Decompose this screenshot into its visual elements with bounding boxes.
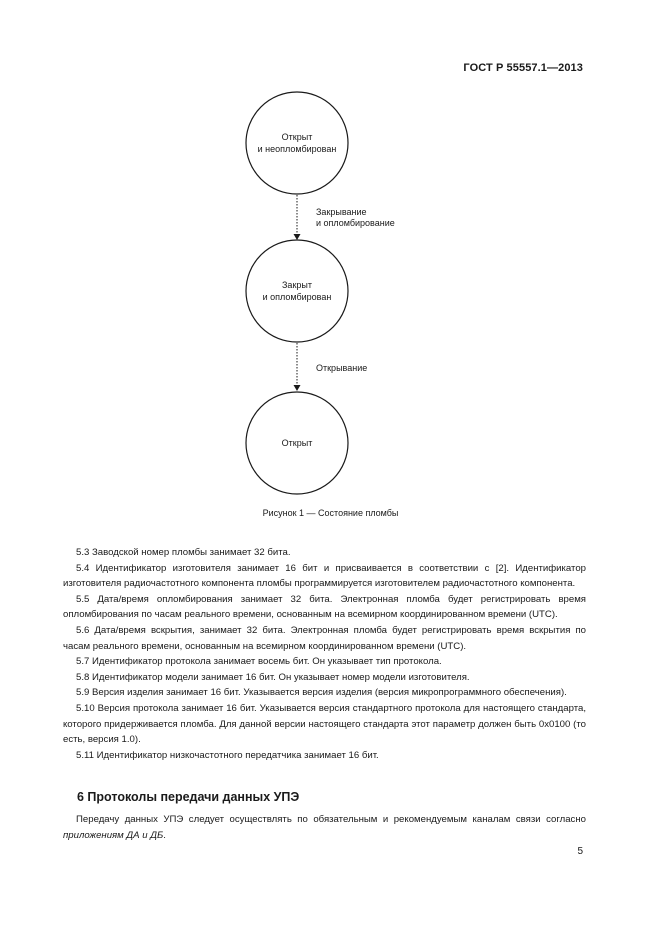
state-circle-closed-sealed [246, 240, 348, 342]
state-2-line2: и опломбирован [262, 292, 332, 302]
page-number: 5 [577, 846, 583, 857]
section-text-after: . [163, 829, 166, 841]
paragraph-5-11: 5.11 Идентификатор низкочастотного передатчика занимает 16 бит. [76, 749, 379, 761]
section-title: 6 Протоколы передачи данных УПЭ [77, 790, 300, 804]
state-circle-open-unsealed [246, 92, 348, 194]
state-3-line1: Открыт [281, 438, 313, 448]
paragraph-5-7: 5.7 Идентификатор протокола занимает восемь бит. Он указывает тип протокола. [76, 656, 442, 668]
state-1-line2: и неопломбирован [257, 144, 337, 154]
document-header: ГОСТ Р 55557.1—2013 [463, 62, 583, 74]
state-2-line1: Закрыт [282, 280, 312, 290]
paragraph-5-6: 5.6 Дата/время вскрытия, занимает 32 бита. Электронная пломба будет регистрировать время вскрытия по часам реального времени, основанным на всемирном координированном времени (UTC). [63, 624, 586, 652]
arrowhead-1 [294, 234, 301, 240]
paragraph-5-4: 5.4 Идентификатор изготовителя занимает 16 бит и присваивается в соответствии с [2]. Идентификатор изготовителя радиочастотного компонента пломбы программируется изготовителем радиочастотного компонента. [63, 562, 586, 590]
transition-2-line1: Открывание [316, 363, 368, 373]
paragraph-5-10: 5.10 Версия протокола занимает 16 бит. Указывается версия стандартного протокола для настоящего стандарта, которого придерживается пломба. Для данной версии настоящего стандарта этот параметр должен быть 0x0100 (то есть, версия 1.0). [63, 702, 586, 746]
paragraph-5-9: 5.9 Версия изделия занимает 16 бит. Указывается версия изделия (версия микропрограммного обеспечения). [76, 687, 567, 699]
paragraph-5-5: 5.5 Дата/время опломбирования занимает 32 бита. Электронная пломба будет регистрировать время опломбирования по часам реального времени, основанным на всемирном координированном времени (UTC). [63, 593, 586, 621]
section-text-before: Передачу данных УПЭ следует осуществлять по обязательным и рекомендуемым каналам связи согласно [76, 814, 586, 825]
section-paragraph [63, 812, 586, 843]
arrowhead-2 [294, 385, 301, 391]
paragraph-5-3: 5.3 Заводской номер пломбы занимает 32 бита. [76, 547, 291, 558]
numbered-paragraphs [63, 545, 586, 763]
annex-reference: приложениям ДА и ДБ [63, 829, 164, 841]
state-1-line1: Открыт [281, 132, 313, 142]
figure-caption: Рисунок 1 — Состояние пломбы [262, 508, 399, 518]
transition-1-line1: Закрывание [316, 207, 367, 217]
paragraph-5-8: 5.8 Идентификатор модели занимает 16 бит. Он указывает номер модели изготовителя. [76, 671, 470, 683]
section-body [63, 812, 586, 843]
transition-1-line2: и опломбирование [316, 218, 395, 228]
